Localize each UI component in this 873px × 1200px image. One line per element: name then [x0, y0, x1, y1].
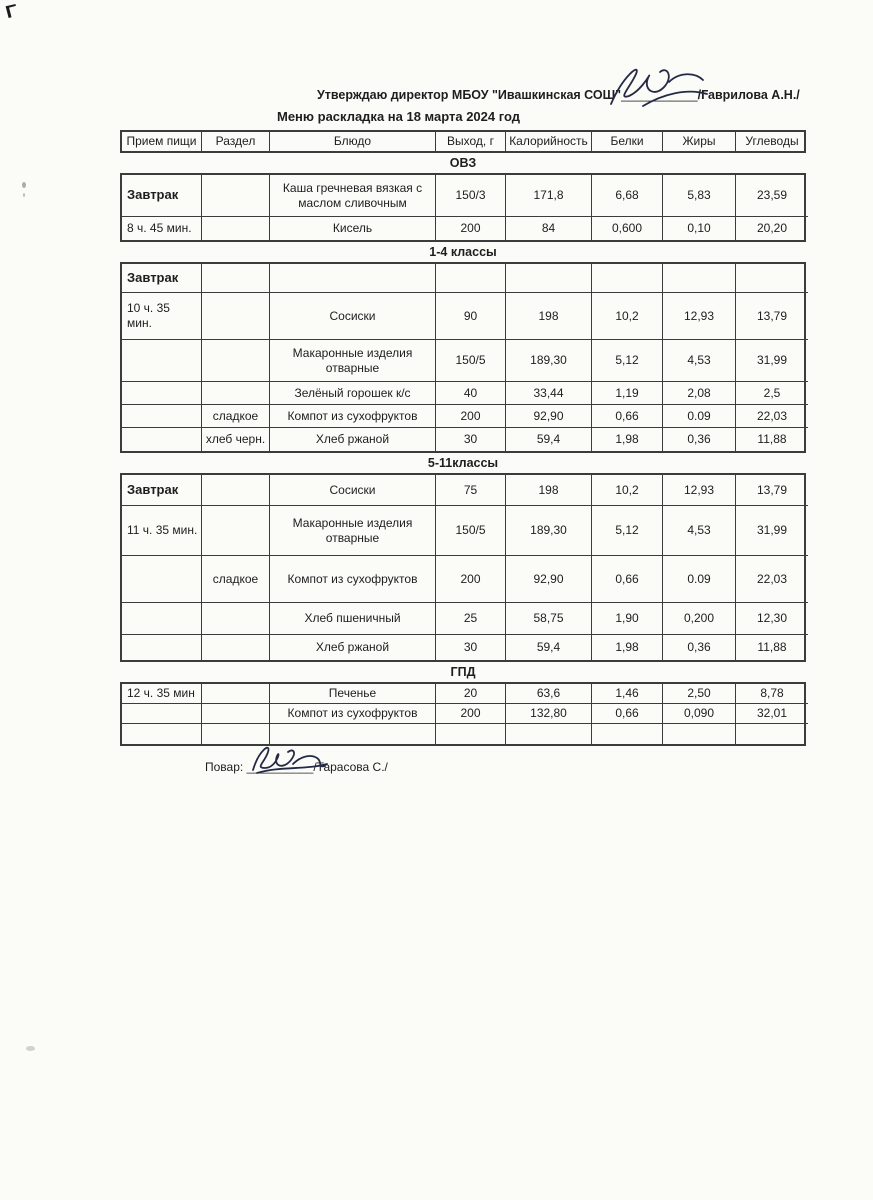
cell-output [436, 264, 506, 293]
cell-meal: 11 ч. 35 мин. [122, 506, 202, 556]
cell-output: 150/5 [436, 340, 506, 382]
cell-razdel [202, 264, 270, 293]
cell-fat: 4,53 [663, 506, 736, 556]
cell-protein: 1,90 [592, 603, 663, 635]
cell-calories: 189,30 [506, 340, 592, 382]
director-signature-line: ___________ [621, 88, 698, 102]
cell-razdel [202, 684, 270, 704]
cell-output: 90 [436, 293, 506, 340]
cell-protein: 10,2 [592, 475, 663, 506]
cell-meal: 12 ч. 35 мин [122, 684, 202, 704]
cell-fat [663, 264, 736, 293]
approval-name: /Гаврилова А.Н./ [697, 88, 800, 102]
cell-meal: Завтрак [122, 475, 202, 506]
cell-protein [592, 264, 663, 293]
cell-fat: 12,93 [663, 293, 736, 340]
cell-carbs: 31,99 [736, 340, 808, 382]
cell-dish: Зелёный горошек к/с [270, 382, 436, 405]
cell-fat: 4,53 [663, 340, 736, 382]
cook-line [205, 760, 873, 774]
cell-carbs: 22,03 [736, 556, 808, 603]
cell-meal [122, 603, 202, 635]
cell-carbs: 22,03 [736, 405, 808, 428]
cell-razdel [202, 724, 270, 744]
cell-calories: 59,4 [506, 635, 592, 660]
menu-table [120, 130, 806, 746]
cell-razdel: хлеб черн. [202, 428, 270, 451]
cell-fat: 5,83 [663, 175, 736, 217]
cell-meal [122, 724, 202, 744]
cell-fat: 0,36 [663, 635, 736, 660]
cell-calories: 84 [506, 217, 592, 240]
column-header: Выход, г [436, 132, 506, 151]
cell-calories: 92,90 [506, 405, 592, 428]
cell-dish: Печенье [270, 684, 436, 704]
cell-calories: 92,90 [506, 556, 592, 603]
cook-signature-line: __________ [246, 760, 314, 774]
cook-label: Повар: [205, 760, 244, 774]
cell-calories [506, 264, 592, 293]
cell-razdel [202, 217, 270, 240]
cell-carbs: 31,99 [736, 506, 808, 556]
cell-razdel [202, 635, 270, 660]
section-block [120, 682, 806, 746]
cell-dish: Сосиски [270, 293, 436, 340]
cell-output: 200 [436, 405, 506, 428]
cell-output: 30 [436, 635, 506, 660]
approval-line [317, 88, 873, 102]
document-title: Меню раскладка на 18 марта 2024 год [277, 109, 520, 124]
director-signature-icon [603, 60, 713, 114]
cell-dish: Компот из сухофруктов [270, 556, 436, 603]
cell-protein: 0,66 [592, 704, 663, 724]
column-header: Белки [592, 132, 663, 151]
cell-meal [122, 704, 202, 724]
cell-dish: Хлеб пшеничный [270, 603, 436, 635]
cell-razdel [202, 382, 270, 405]
cell-fat: 0,200 [663, 603, 736, 635]
approval-text: Утверждаю директор МБОУ "Ивашкинская СОШ" [317, 88, 622, 102]
cell-dish [270, 724, 436, 744]
cell-protein: 1,98 [592, 428, 663, 451]
cell-fat: 0,10 [663, 217, 736, 240]
cell-meal: 10 ч. 35 мин. [122, 293, 202, 340]
cell-calories: 198 [506, 475, 592, 506]
section-title: 5-11классы [427, 456, 499, 470]
cell-carbs: 32,01 [736, 704, 808, 724]
cell-protein: 1,19 [592, 382, 663, 405]
cell-dish [270, 264, 436, 293]
cell-protein: 1,98 [592, 635, 663, 660]
section-title: ГПД [450, 665, 476, 679]
cell-meal [122, 428, 202, 451]
cell-razdel: сладкое [202, 556, 270, 603]
cell-calories: 198 [506, 293, 592, 340]
cell-meal [122, 340, 202, 382]
column-header: Жиры [663, 132, 736, 151]
cell-output: 200 [436, 217, 506, 240]
section-title: ОВЗ [449, 156, 477, 170]
cell-carbs: 11,88 [757, 432, 787, 446]
column-header: Блюдо [270, 132, 436, 151]
cell-output: 200 [436, 704, 506, 724]
column-header: Калорийность [506, 132, 592, 151]
cell-output: 30 [436, 428, 506, 451]
cell-dish: Каша гречневая вязкая с маслом сливочным [270, 175, 436, 217]
cell-carbs: 20,20 [756, 221, 788, 235]
cell-carbs: 11,88 [757, 640, 787, 654]
cell-fat: 12,93 [663, 475, 736, 506]
cell-fat: 0.09 [663, 405, 736, 428]
cell-dish: Сосиски [270, 475, 436, 506]
cell-protein: 5,12 [592, 506, 663, 556]
cell-dish: Кисель [270, 217, 436, 240]
cell-fat: 0.09 [663, 556, 736, 603]
cell-razdel [202, 475, 270, 506]
cell-carbs: 23,59 [736, 175, 808, 217]
section-block [120, 173, 806, 242]
column-header: Прием пищи [122, 132, 202, 151]
cell-dish: Макаронные изделия отварные [270, 340, 436, 382]
cell-meal: Завтрак [122, 264, 202, 293]
cell-output: 40 [436, 382, 506, 405]
cell-carbs: 8,78 [736, 684, 808, 704]
cell-dish: Хлеб ржаной [270, 635, 436, 660]
cell-carbs: 13,79 [736, 475, 808, 506]
cell-output: 150/5 [436, 506, 506, 556]
cell-protein: 10,2 [592, 293, 663, 340]
cell-fat: 0,36 [663, 428, 736, 451]
cell-meal [122, 382, 202, 405]
cell-calories: 189,30 [506, 506, 592, 556]
cell-output: 25 [436, 603, 506, 635]
cell-calories: 63,6 [506, 684, 592, 704]
column-header: Раздел [202, 132, 270, 151]
cell-protein: 1,46 [592, 684, 663, 704]
cell-razdel [202, 506, 270, 556]
cell-razdel [202, 340, 270, 382]
section-block [120, 473, 806, 662]
cell-razdel [202, 175, 270, 217]
cell-carbs: 12,30 [736, 603, 808, 635]
cell-razdel [202, 293, 270, 340]
cell-output: 200 [436, 556, 506, 603]
cell-calories: 58,75 [506, 603, 592, 635]
cell-dish: Макаронные изделия отварные [270, 506, 436, 556]
cell-dish: Компот из сухофруктов [270, 405, 436, 428]
cook-name: /Тарасова С./ [313, 760, 388, 774]
cell-output [436, 724, 506, 744]
cell-dish: Хлеб ржаной [270, 428, 436, 451]
cell-carbs: 2,5 [736, 382, 808, 405]
cell-protein [592, 724, 663, 744]
cell-protein: 0,66 [592, 405, 663, 428]
cell-meal: 8 ч. 45 мин. [122, 217, 202, 240]
cell-carbs: 13,79 [736, 293, 808, 340]
table-header-row [120, 130, 806, 153]
cell-carbs [736, 724, 808, 744]
cell-meal [122, 405, 202, 428]
cell-fat: 2,50 [663, 684, 736, 704]
column-header: Углеводы [745, 134, 799, 148]
section-block [120, 262, 806, 453]
cell-protein: 0,66 [592, 556, 663, 603]
cell-razdel: сладкое [202, 405, 270, 428]
cell-calories: 33,44 [506, 382, 592, 405]
cell-fat [663, 724, 736, 744]
cell-calories: 171,8 [506, 175, 592, 217]
scan-artifact [26, 1046, 35, 1051]
cell-fat: 2,08 [663, 382, 736, 405]
cell-protein: 6,68 [592, 175, 663, 217]
cell-calories [506, 724, 592, 744]
cell-calories: 59,4 [506, 428, 592, 451]
cell-meal [122, 556, 202, 603]
cell-protein: 5,12 [592, 340, 663, 382]
cell-calories: 132,80 [506, 704, 592, 724]
cell-fat: 0,090 [663, 704, 736, 724]
cell-dish: Компот из сухофруктов [270, 704, 436, 724]
cell-output: 75 [436, 475, 506, 506]
cell-output: 150/3 [436, 175, 506, 217]
cell-razdel [202, 704, 270, 724]
section-title: 1-4 классы [429, 245, 497, 259]
cell-output: 20 [436, 684, 506, 704]
cell-meal [122, 635, 202, 660]
cell-carbs [736, 264, 808, 293]
cell-protein: 0,600 [592, 217, 663, 240]
cell-meal: Завтрак [122, 175, 202, 217]
cell-razdel [202, 603, 270, 635]
